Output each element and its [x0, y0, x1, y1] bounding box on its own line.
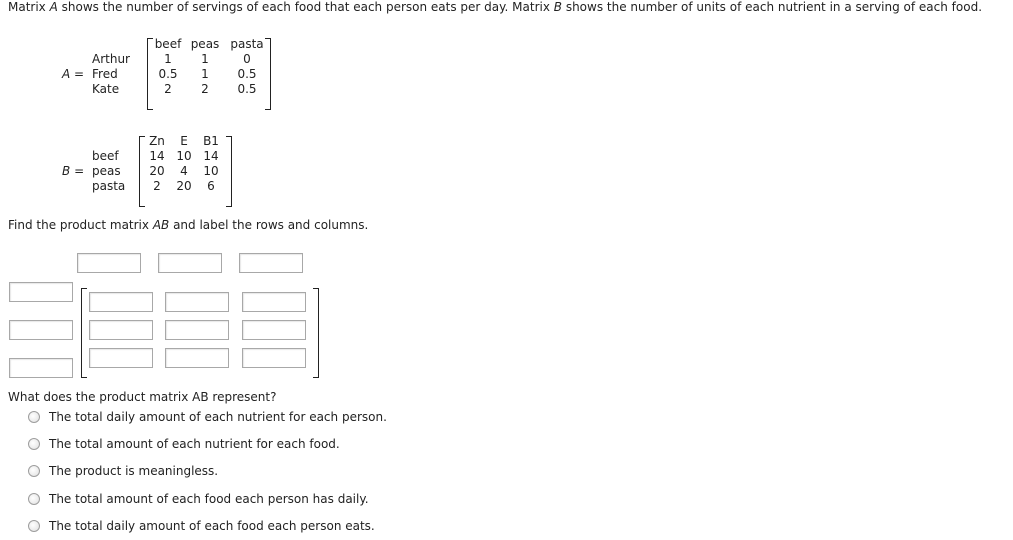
matrix-b-cell: 20 [176, 179, 192, 193]
find-instruction: Find the product matrix AB and label the rows and columns. [8, 218, 369, 232]
row-label-input-1[interactable] [9, 282, 73, 302]
matrix-b-cell: 6 [207, 179, 215, 193]
matrix-b-col-header: B1 [203, 134, 219, 148]
answer-option-label: The total amount of each food each person has daily. [49, 492, 369, 506]
product-entry-input[interactable] [165, 292, 229, 312]
matrix-a-cell: 1 [201, 52, 209, 66]
matrix-b-cell: 10 [203, 164, 219, 178]
matrix-b-cell: 10 [176, 149, 192, 163]
row-label-input-3[interactable] [9, 358, 73, 378]
matrix-a-cell: 0.5 [237, 82, 257, 96]
matrix-a-label: A = [62, 67, 85, 81]
radio-button[interactable] [28, 465, 40, 477]
matrix-b-cell: 4 [180, 164, 188, 178]
matrix-a-row-label: Arthur [92, 52, 130, 66]
radio-button[interactable] [28, 520, 40, 532]
product-entry-input[interactable] [89, 292, 153, 312]
matrix-a-col-header: beef [154, 37, 182, 51]
answer-option-label: The product is meaningless. [49, 464, 219, 478]
matrix-a-cell: 2 [201, 82, 209, 96]
row-label-input-2[interactable] [9, 320, 73, 340]
product-entry-input[interactable] [89, 348, 153, 368]
product-entry-input[interactable] [242, 348, 306, 368]
product-entry-input[interactable] [242, 292, 306, 312]
column-label-input-1[interactable] [77, 253, 141, 273]
radio-button[interactable] [28, 411, 40, 423]
product-entry-input[interactable] [89, 320, 153, 340]
matrix-b-cell: 14 [149, 149, 165, 163]
matrix-b-row-label: beef [92, 149, 119, 163]
matrix-b-row-label: pasta [92, 179, 126, 193]
answer-option-label: The total amount of each nutrient for each food. [49, 437, 340, 451]
column-label-input-3[interactable] [239, 253, 303, 273]
product-entry-input[interactable] [242, 320, 306, 340]
matrix-b-cell: 2 [153, 179, 161, 193]
matrix-a-col-header: peas [190, 37, 220, 51]
matrix-a-cell: 0 [243, 52, 251, 66]
matrix-a-cell: 1 [201, 67, 209, 81]
matrix-a-cell: 0.5 [237, 67, 257, 81]
radio-button[interactable] [28, 493, 40, 505]
column-label-input-2[interactable] [158, 253, 222, 273]
intro-text: Matrix A shows the number of servings of each food that each person eats per day. Matrix B shows the number of units of each nutrient in a serving of each food. [8, 0, 983, 14]
matrix-b-right-bracket [226, 136, 232, 207]
product-right-bracket [313, 288, 319, 378]
matrix-b-label: B = [62, 164, 85, 178]
answer-option-label: The total daily amount of each food each person eats. [49, 519, 375, 533]
matrix-a-row-label: Kate [92, 82, 120, 96]
product-entry-input[interactable] [165, 348, 229, 368]
matrix-b-col-header: Zn [149, 134, 165, 148]
matrix-b-cell: 14 [203, 149, 219, 163]
matrix-a-col-header: pasta [230, 37, 264, 51]
answer-option-label: The total daily amount of each nutrient for each person. [49, 410, 387, 424]
radio-button[interactable] [28, 438, 40, 450]
matrix-a-row-label: Fred [92, 67, 118, 81]
product-left-bracket [81, 288, 87, 378]
matrix-a-cell: 1 [164, 52, 172, 66]
matrix-b-row-label: peas [92, 164, 121, 178]
matrix-a-cell: 2 [164, 82, 172, 96]
matrix-b-col-header: E [180, 134, 188, 148]
matrix-b-cell: 20 [149, 164, 165, 178]
product-entry-input[interactable] [165, 320, 229, 340]
question-text: What does the product matrix AB represent? [8, 390, 277, 404]
matrix-a-cell: 0.5 [158, 67, 178, 81]
